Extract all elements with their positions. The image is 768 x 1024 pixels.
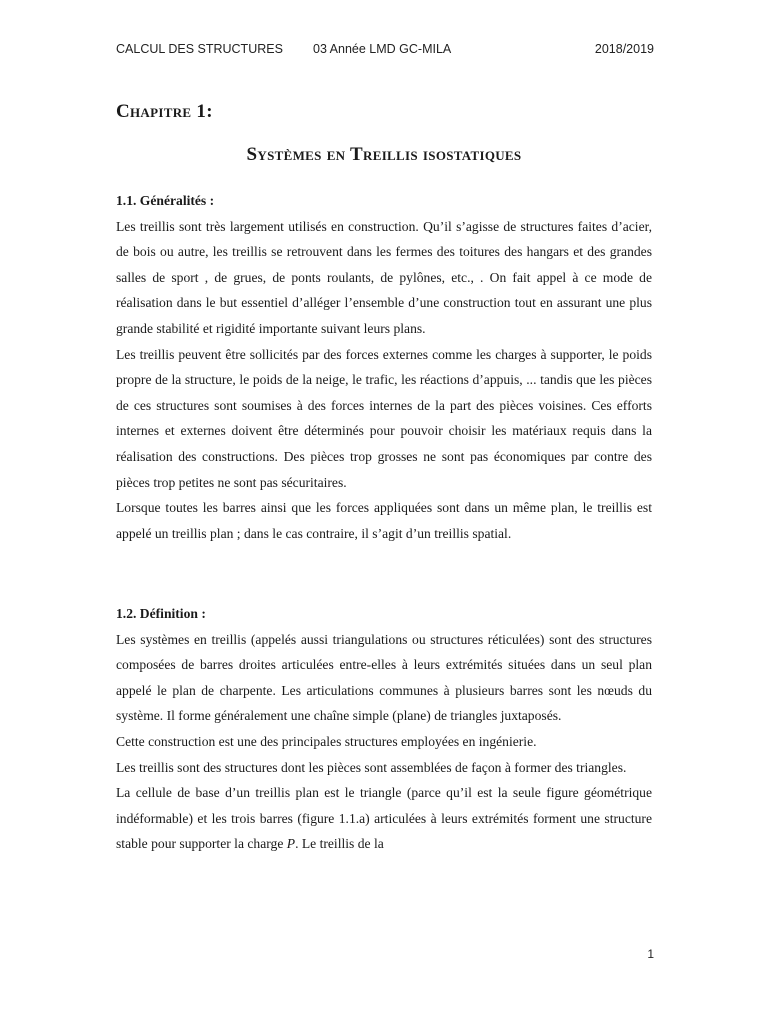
paragraph-text: . Le treillis de la [295, 836, 384, 852]
header-course: CALCUL DES STRUCTURES [116, 42, 283, 56]
paragraph: Les systèmes en treillis (appelés aussi triangulations ou structures réticulées) sont des structures composées de barres droites articulées entre-elles à leurs extrémités situées dans un seul plan appelé le plan de charpente. Les articulations communes à plusieurs barres sont les nœuds du système. Il forme généralement une chaîne simple (plane) de triangles juxtaposés. [116, 631, 652, 724]
page-number: 1 [647, 947, 654, 961]
load-symbol: P [286, 836, 296, 852]
paragraph: Les treillis sont très largement utilisés en construction. Qu’il s’agisse de structures faites d’acier, de bois ou autre, les treillis se retrouvent dans les fermes des toitures des hangars et des grandes salles de sport , de grues, de ponts roulants, de pylônes, etc., . On fait appel à ce mode de réalisation dans le but essentiel d’alléger l’ensemble d’une construction tout en assurant une plus grande stabilité et rigidité importante suivant leurs plans. [116, 218, 652, 336]
page-header [116, 42, 654, 60]
paragraph [116, 780, 652, 857]
section-definition [116, 601, 652, 857]
paragraph: Les treillis sont des structures dont les pièces sont assemblées de façon à former des triangles. [116, 759, 627, 775]
header-year: 2018/2019 [594, 42, 654, 56]
paragraph: Lorsque toutes les barres ainsi que les forces appliquées sont dans un même plan, le treillis est appelé un treillis plan ; dans le cas contraire, il s’agit d’un treillis spatial. [116, 500, 652, 541]
chapter-title: Systèmes en Treillis isostatiques [246, 144, 522, 165]
section-heading: 1.1. Généralités : [116, 193, 215, 208]
chapter-label: Chapitre 1: [116, 101, 213, 122]
paragraph-text: La cellule de base d’un treillis plan est le triangle (parce qu’il est la seule figure géométrique indéformable) et les trois barres (figure 1.1.a) articulées à leurs extrémités forment une structure stable pour supporter la charge [116, 785, 652, 852]
paragraph: Cette construction est une des principales structures employées en ingénierie. [116, 733, 537, 749]
section-heading: 1.2. Définition : [116, 606, 206, 621]
section-generalites [116, 188, 652, 546]
header-class: 03 Année LMD GC-MILA [313, 42, 452, 56]
paragraph: Les treillis peuvent être sollicités par des forces externes comme les charges à supporter, le poids propre de la structure, le poids de la neige, le trafic, les réactions d’appuis, ... tandis que les pièces de ces structures sont soumises à des forces internes de la part des pièces voisines. Ces efforts internes et externes doivent être déterminés pour pouvoir choisir les matériaux requis dans la réalisation des constructions. Des pièces trop grosses ne sont pas économiques par contre des pièces trop petites ne sont pas sécuritaires. [116, 346, 652, 490]
